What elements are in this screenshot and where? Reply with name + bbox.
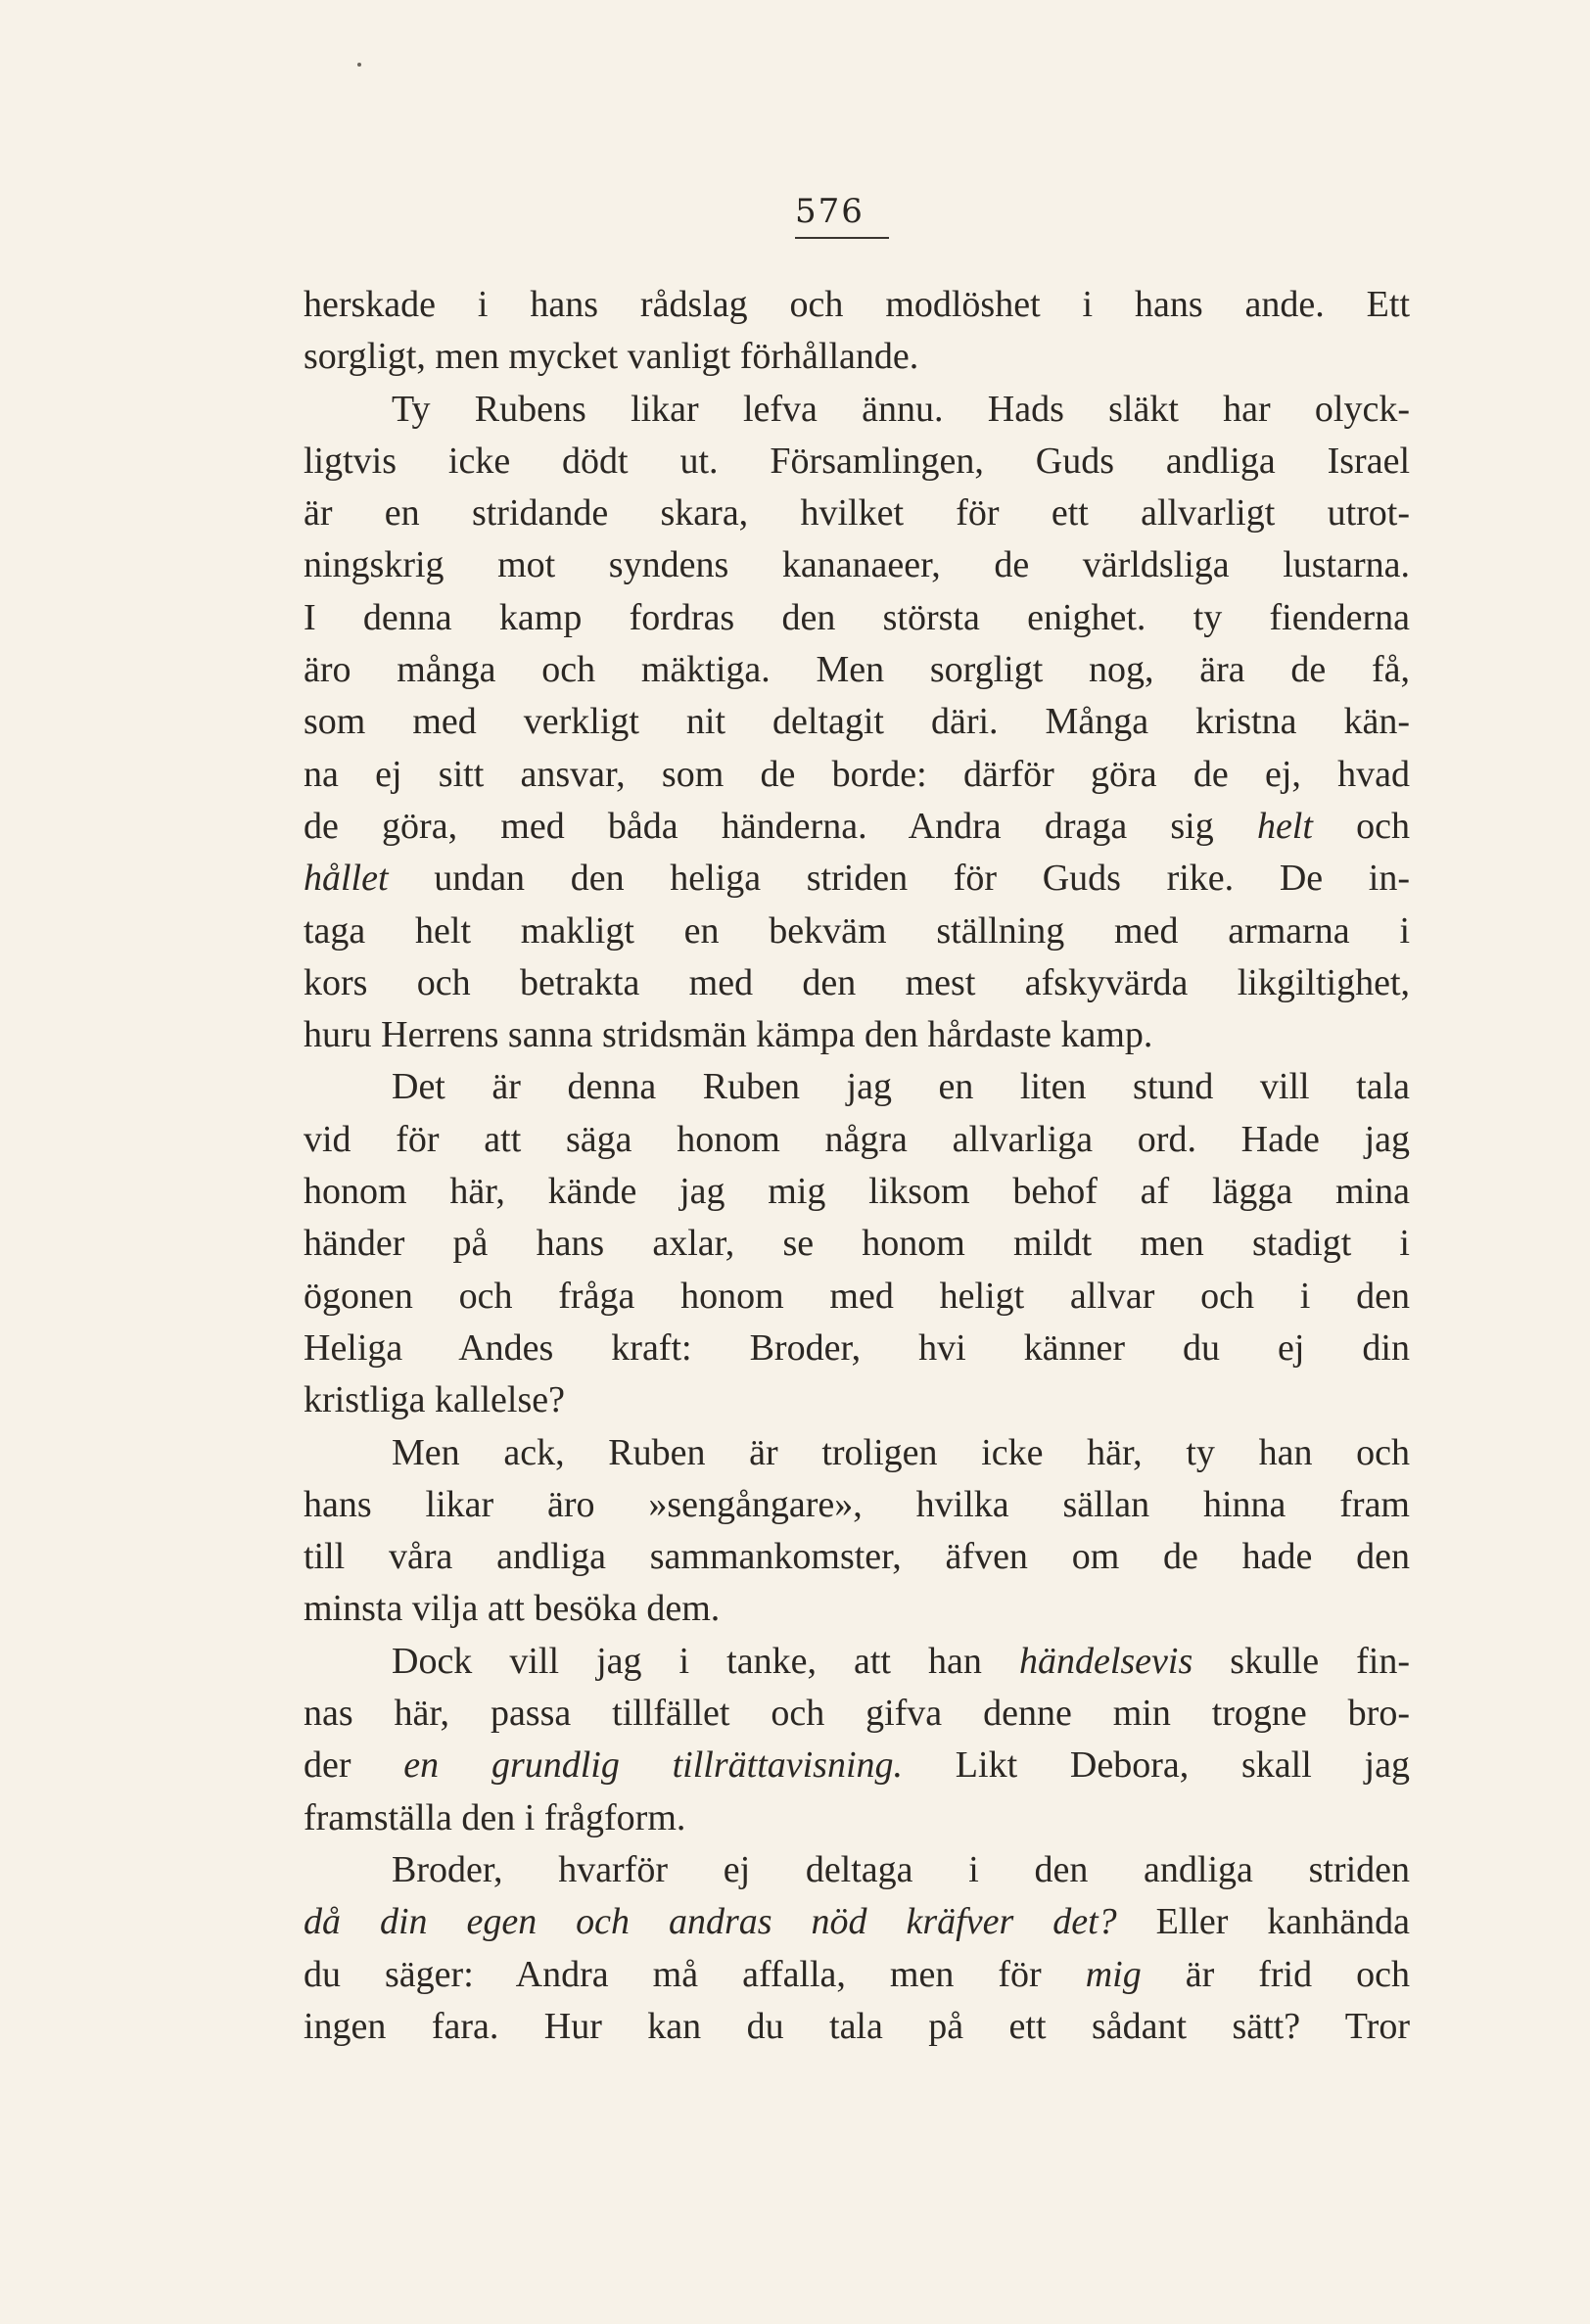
text-segment: de göra, med båda händerna. Andra draga sig [304,805,1257,847]
text-line [304,488,1410,539]
text-line [304,1323,1410,1374]
text-segment: huru Herrens sanna stridsmän kämpa den hårdaste kamp. [304,1014,1153,1056]
text-segment: honom här, kände jag mig liksom behof af lägga mina [304,1171,1410,1213]
text-line [304,644,1410,696]
text-line [304,1688,1410,1740]
text-line [304,1949,1410,2001]
text-line [304,1374,1410,1426]
text-segment: taga helt makligt en bekväm ställning med armarna i [304,909,1410,952]
text-line [304,1896,1410,1948]
text-line [304,331,1410,383]
text-segment: der [304,1744,404,1787]
text-line [304,1583,1410,1635]
text-segment: händer på hans axlar, se honom mildt men stadigt i [304,1223,1410,1265]
text-segment: ligtvis icke dödt ut. Församlingen, Guds andliga Israel [304,440,1410,482]
text-segment: äro många och mäktiga. Men sorgligt nog, ära de få, [304,649,1410,691]
text-segment: skulle fin- [1192,1640,1410,1682]
text-line [304,853,1410,905]
italic-text: helt [1256,805,1313,847]
text-segment: sorgligt, men mycket vanligt förhållande. [304,336,919,378]
italic-text: hållet [304,858,389,900]
text-line [304,1792,1410,1844]
italic-text: då din egen och andras nöd kräfver det? [304,1901,1117,1943]
text-segment: Likt Debora, skall jag [903,1744,1410,1787]
italic-text: händelsevis [1018,1640,1193,1682]
text-segment: minsta vilja att besöka dem. [304,1588,721,1630]
text-segment: na ej sitt ansvar, som de borde: därför göra de ej, hvad [304,753,1410,795]
text-line [304,279,1410,331]
text-segment: Heliga Andes kraft: Broder, hvi känner du ej din [304,1326,1410,1369]
text-line [304,1114,1410,1166]
text-segment: Men ack, Ruben är troligen icke här, ty han och [392,1431,1410,1473]
text-line [304,436,1410,488]
text-segment: Dock vill jag i tanke, att han [392,1640,1019,1682]
text-line [304,1844,1410,1896]
text-line [304,1218,1410,1270]
text-segment: kors och betrakta med den mest afskyvärda likgiltighet, [304,961,1410,1003]
text-line [304,1271,1410,1323]
text-line [304,696,1410,748]
italic-text: en grundlig tillrättavisning. [403,1744,904,1787]
text-line [304,1166,1410,1218]
text-line [304,592,1410,644]
page-speck [357,63,361,67]
text-segment: kristliga kallelse? [304,1379,565,1421]
text-line [304,1009,1410,1061]
text-segment: som med verkligt nit deltagit däri. Många kristna kän- [304,701,1410,743]
text-line [304,906,1410,957]
text-segment: undan den heliga striden för Guds rike. De in- [388,858,1410,900]
text-line [304,1636,1410,1688]
text-line [304,2001,1410,2053]
text-segment: och [1312,805,1410,847]
text-segment: vid för att säga honom några allvarliga ord. Hade jag [304,1118,1410,1160]
text-segment: Det är denna Ruben jag en liten stund vill tala [392,1066,1410,1108]
text-line [304,1427,1410,1479]
text-segment: Broder, hvarför ej deltaga i den andliga striden [392,1848,1410,1890]
text-line [304,1479,1410,1531]
body-text [304,279,1410,2053]
text-segment: är en stridande skara, hvilket för ett allvarligt utrot- [304,492,1410,535]
text-segment: Ty Rubens likar lefva ännu. Hads släkt har olyck- [392,388,1410,430]
text-segment: till våra andliga sammankomster, äfven om de hade den [304,1536,1410,1578]
page-number: 576 [795,192,865,231]
text-segment: ögonen och fråga honom med heligt allvar och i den [304,1275,1410,1317]
text-segment: du säger: Andra må affalla, men för [304,1953,1086,1995]
text-line [304,1740,1410,1791]
text-segment: hans likar äro »sengångare», hvilka sällan hinna fram [304,1483,1410,1525]
text-segment: Eller kanhända [1116,1901,1410,1943]
text-segment: ningskrig mot syndens kananaeer, de världsliga lustarna. [304,544,1410,586]
text-line [304,1061,1410,1113]
text-segment: nas här, passa tillfället och gifva denne min trogne bro- [304,1693,1410,1735]
italic-text: mig [1085,1953,1142,1995]
text-segment: framställa den i frågform. [304,1796,686,1838]
text-segment: ingen fara. Hur kan du tala på ett sådant sätt? Tror [304,2005,1410,2047]
text-line [304,539,1410,591]
page-number-rule [795,237,889,239]
text-segment: I denna kamp fordras den största enighet. ty fienderna [304,596,1410,638]
text-line [304,384,1410,436]
text-line [304,957,1410,1009]
text-line [304,1531,1410,1583]
text-line [304,801,1410,853]
text-line [304,749,1410,801]
text-segment: är frid och [1141,1953,1410,1995]
text-segment: herskade i hans rådslag och modlöshet i hans ande. Ett [304,284,1410,325]
